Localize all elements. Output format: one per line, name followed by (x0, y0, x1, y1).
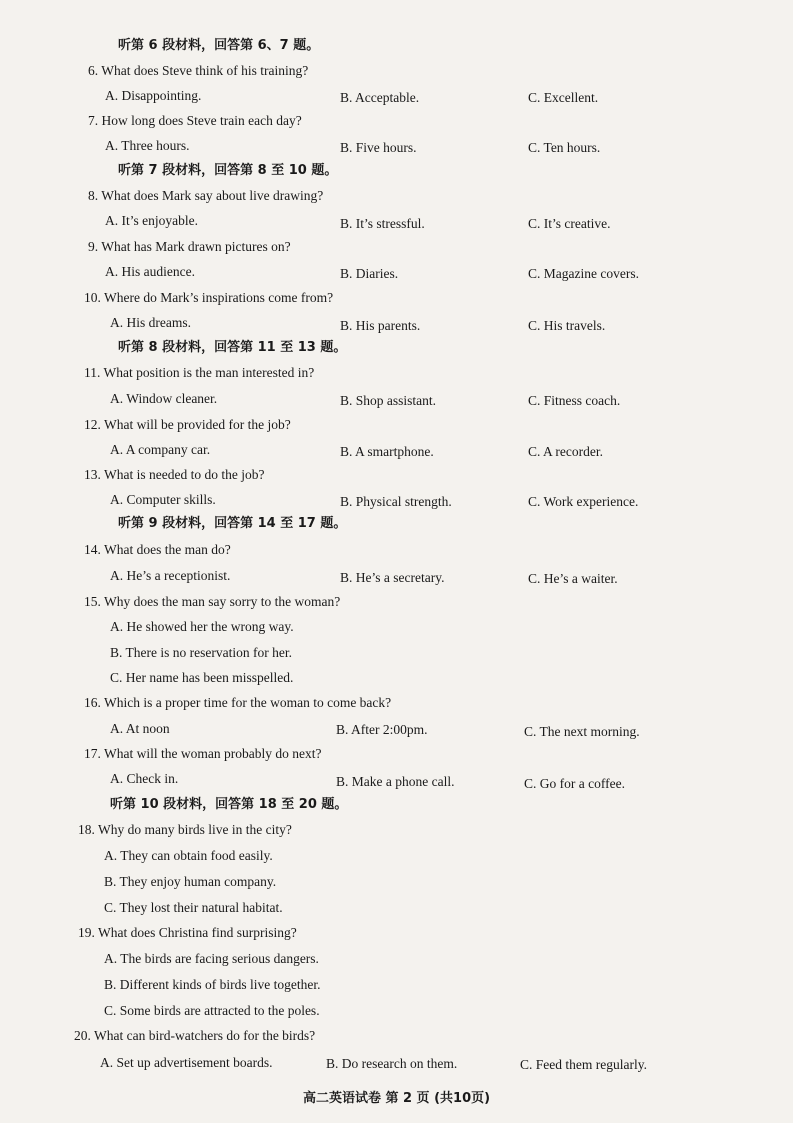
option-a: A. Set up advertisement boards. (100, 1055, 273, 1070)
option-b: B. A smartphone. (340, 444, 434, 459)
question-text: What is needed to do the job? (104, 467, 265, 482)
question-text: What does Steve think of his training? (101, 63, 309, 78)
option-c: C. Ten hours. (528, 140, 601, 155)
question-number: 15. (84, 594, 101, 609)
question-number: 19. (78, 925, 95, 940)
question-7 (88, 113, 302, 129)
question-number: 11. (84, 365, 101, 380)
question-text: What will the woman probably do next? (104, 746, 322, 761)
question-6 (88, 63, 308, 79)
question-number: 13. (84, 467, 101, 482)
option-b: B. Different kinds of birds live together. (104, 977, 321, 992)
question-12 (84, 417, 291, 433)
question-9 (88, 239, 291, 255)
question-text: Where do Mark’s inspirations come from? (104, 290, 334, 305)
question-text: What can bird-watchers do for the birds? (94, 1028, 316, 1043)
question-18 (78, 822, 292, 838)
option-c: C. Work experience. (528, 494, 639, 509)
option-b: B. Acceptable. (340, 90, 420, 105)
option-a: A. A company car. (110, 442, 211, 457)
question-number: 9. (88, 239, 99, 254)
option-c: C. A recorder. (528, 444, 603, 459)
question-number: 8. (88, 188, 99, 203)
question-8 (88, 188, 323, 204)
option-a: A. Disappointing. (105, 88, 202, 103)
section-heading: 听第 8 段材料，回答第 11 至 13 题。 (118, 340, 347, 355)
question-number: 10. (84, 290, 101, 305)
question-number: 12. (84, 417, 101, 432)
option-b: B. He’s a secretary. (340, 570, 445, 585)
option-a: A. The birds are facing serious dangers. (104, 951, 319, 966)
question-number: 18. (78, 822, 95, 837)
option-c: C. Feed them regularly. (520, 1057, 647, 1072)
option-c: C. He’s a waiter. (528, 571, 618, 586)
option-a: A. They can obtain food easily. (104, 848, 273, 863)
question-number: 16. (84, 695, 101, 710)
question-20 (74, 1028, 315, 1044)
option-b: B. It’s stressful. (340, 216, 425, 231)
question-10 (84, 290, 333, 306)
question-text: Why do many birds live in the city? (98, 822, 292, 837)
option-c: C. Magazine covers. (528, 266, 639, 281)
option-c: C. The next morning. (524, 724, 640, 739)
question-text: What does Christina find surprising? (98, 925, 297, 940)
option-b: B. Five hours. (340, 140, 417, 155)
option-b: B. Diaries. (340, 266, 399, 281)
question-13 (84, 467, 264, 483)
question-number: 6. (88, 63, 99, 78)
option-a: A. He showed her the wrong way. (110, 619, 294, 634)
question-text: Why does the man say sorry to the woman? (104, 594, 341, 609)
section-heading: 听第 7 段材料，回答第 8 至 10 题。 (118, 163, 338, 178)
option-a: A. His dreams. (110, 315, 191, 330)
question-15 (84, 594, 340, 610)
option-a: A. Computer skills. (110, 492, 216, 507)
section-heading: 听第 9 段材料，回答第 14 至 17 题。 (118, 516, 347, 531)
question-17 (84, 746, 321, 762)
question-text: What has Mark drawn pictures on? (101, 239, 291, 254)
option-a: A. At noon (110, 721, 170, 736)
question-text: What will be provided for the job? (104, 417, 291, 432)
question-text: How long does Steve train each day? (101, 113, 302, 128)
question-text: Which is a proper time for the woman to come back? (104, 695, 392, 710)
option-c: C. Her name has been misspelled. (110, 670, 294, 685)
option-c: C. Go for a coffee. (524, 776, 625, 791)
question-19 (78, 925, 297, 941)
question-14 (84, 542, 231, 558)
option-b: B. There is no reservation for her. (110, 645, 292, 660)
option-b: B. His parents. (340, 318, 421, 333)
option-a: A. Window cleaner. (110, 391, 218, 406)
option-b: B. Do research on them. (326, 1056, 458, 1071)
option-a: A. Check in. (110, 771, 179, 786)
question-11 (84, 365, 314, 381)
option-b: B. After 2:00pm. (336, 722, 428, 737)
option-c: C. Some birds are attracted to the poles. (104, 1003, 320, 1018)
option-b: B. Physical strength. (340, 494, 452, 509)
question-text: What position is the man interested in? (103, 365, 315, 380)
option-c: C. Excellent. (528, 90, 599, 105)
option-a: A. He’s a receptionist. (110, 568, 231, 583)
option-b: B. They enjoy human company. (104, 874, 277, 889)
question-text: What does the man do? (104, 542, 231, 557)
option-c: C. They lost their natural habitat. (104, 900, 283, 915)
option-c: C. Fitness coach. (528, 393, 621, 408)
section-heading: 听第 10 段材料，回答第 18 至 20 题。 (110, 797, 348, 812)
option-a: A. Three hours. (105, 138, 190, 153)
option-b: B. Shop assistant. (340, 393, 437, 408)
question-16 (84, 695, 391, 711)
question-number: 17. (84, 746, 101, 761)
option-a: A. It’s enjoyable. (105, 213, 198, 228)
question-text: What does Mark say about live drawing? (101, 188, 324, 203)
question-number: 7. (88, 113, 99, 128)
question-number: 14. (84, 542, 101, 557)
section-heading: 听第 6 段材料，回答第 6、7 题。 (118, 38, 320, 53)
option-c: C. His travels. (528, 318, 606, 333)
option-b: B. Make a phone call. (336, 774, 455, 789)
page-footer: 高二英语试卷 第 2 页 (共10页) (302, 1091, 491, 1106)
option-a: A. His audience. (105, 264, 195, 279)
option-c: C. It’s creative. (528, 216, 611, 231)
question-number: 20. (74, 1028, 91, 1043)
